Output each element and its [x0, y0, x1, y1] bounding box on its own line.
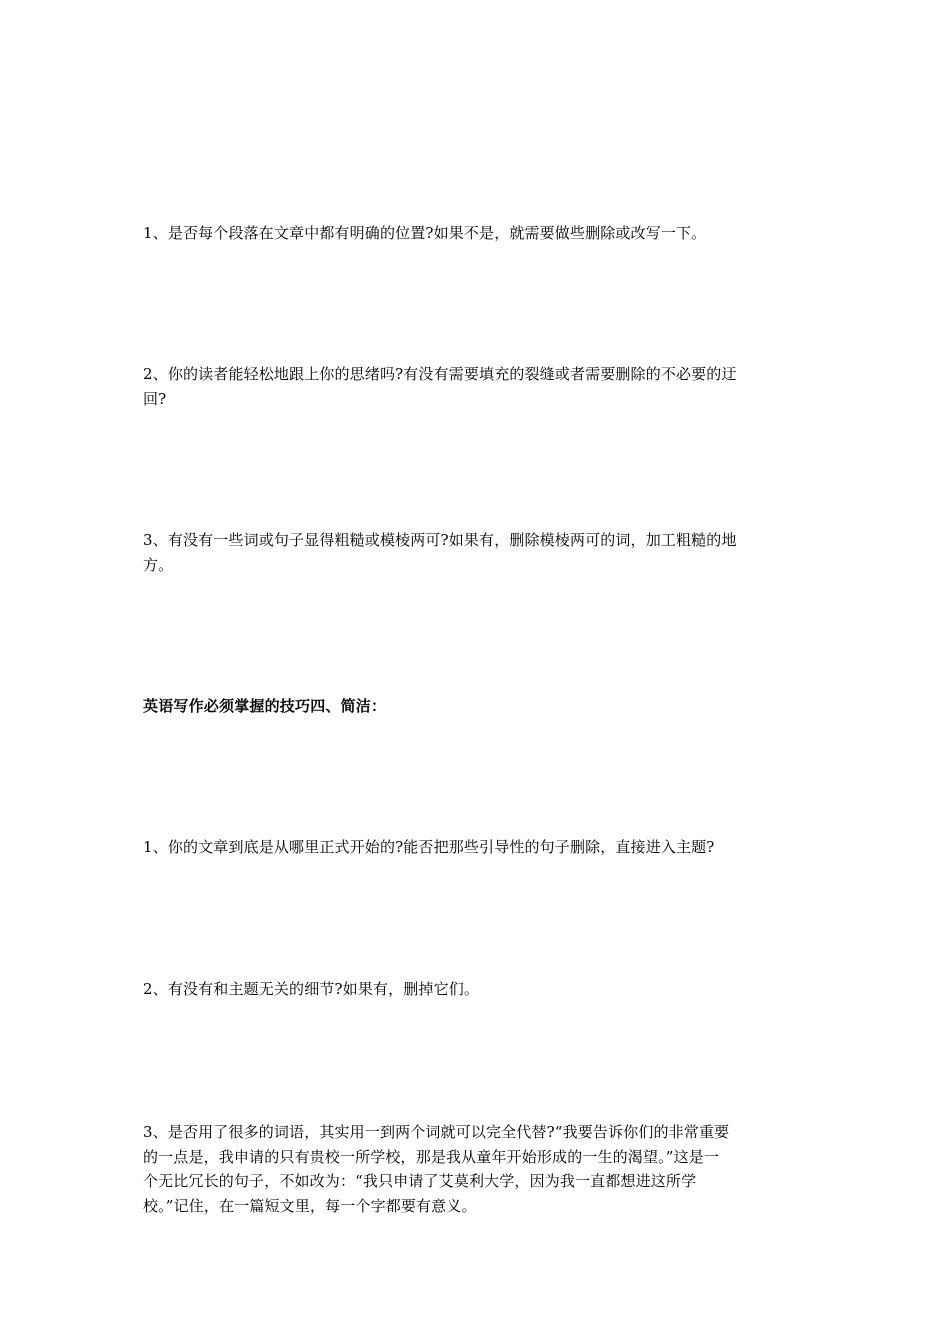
paragraph-line: 方。 — [143, 555, 174, 574]
paragraph-line: 3、是否用了很多的词语，其实用一到两个词就可以完全代替?“我要告诉你们的非常重要 — [143, 1123, 730, 1141]
section-heading-conciseness — [143, 694, 808, 719]
paragraph-revision-item-1 — [143, 221, 808, 246]
paragraph-line: 校。”记住，在一篇短文里，每一个字都要有意义。 — [143, 1196, 477, 1215]
paragraph-line: 的一点是，我申请的只有贵校一所学校，那是我从童年开始形成的一生的渴望。”这是一 — [143, 1147, 720, 1166]
paragraph-conciseness-item-2 — [143, 977, 808, 1002]
heading-line: 英语写作必须掌握的技巧四、简洁： — [143, 697, 387, 715]
paragraph-line: 2、你的读者能轻松地跟上你的思绪吗?有没有需要填充的裂缝或者需要删除的不必要的迂 — [143, 365, 737, 383]
paragraph-line: 2、有没有和主题无关的细节?如果有，删掉它们。 — [143, 980, 480, 998]
paragraph-line: 1、你的文章到底是从哪里正式开始的?能否把那些引导性的句子删除，直接进入主题? — [143, 838, 715, 856]
paragraph-revision-item-2 — [143, 362, 808, 411]
paragraph-line: 3、有没有一些词或句子显得粗糙或模棱两可?如果有，删除模棱两可的词，加工粗糙的地 — [143, 531, 737, 549]
paragraph-line: 1、是否每个段落在文章中都有明确的位置?如果不是，就需要做些删除或改写一下。 — [143, 224, 707, 242]
paragraph-conciseness-item-3 — [143, 1120, 808, 1218]
paragraph-line: 个无比冗长的句子，不如改为：“我只申请了艾莫利大学，因为我一直都想进这所学 — [143, 1172, 697, 1190]
paragraph-line: 回? — [143, 389, 167, 408]
paragraph-revision-item-3 — [143, 528, 808, 577]
paragraph-conciseness-item-1 — [143, 835, 808, 860]
